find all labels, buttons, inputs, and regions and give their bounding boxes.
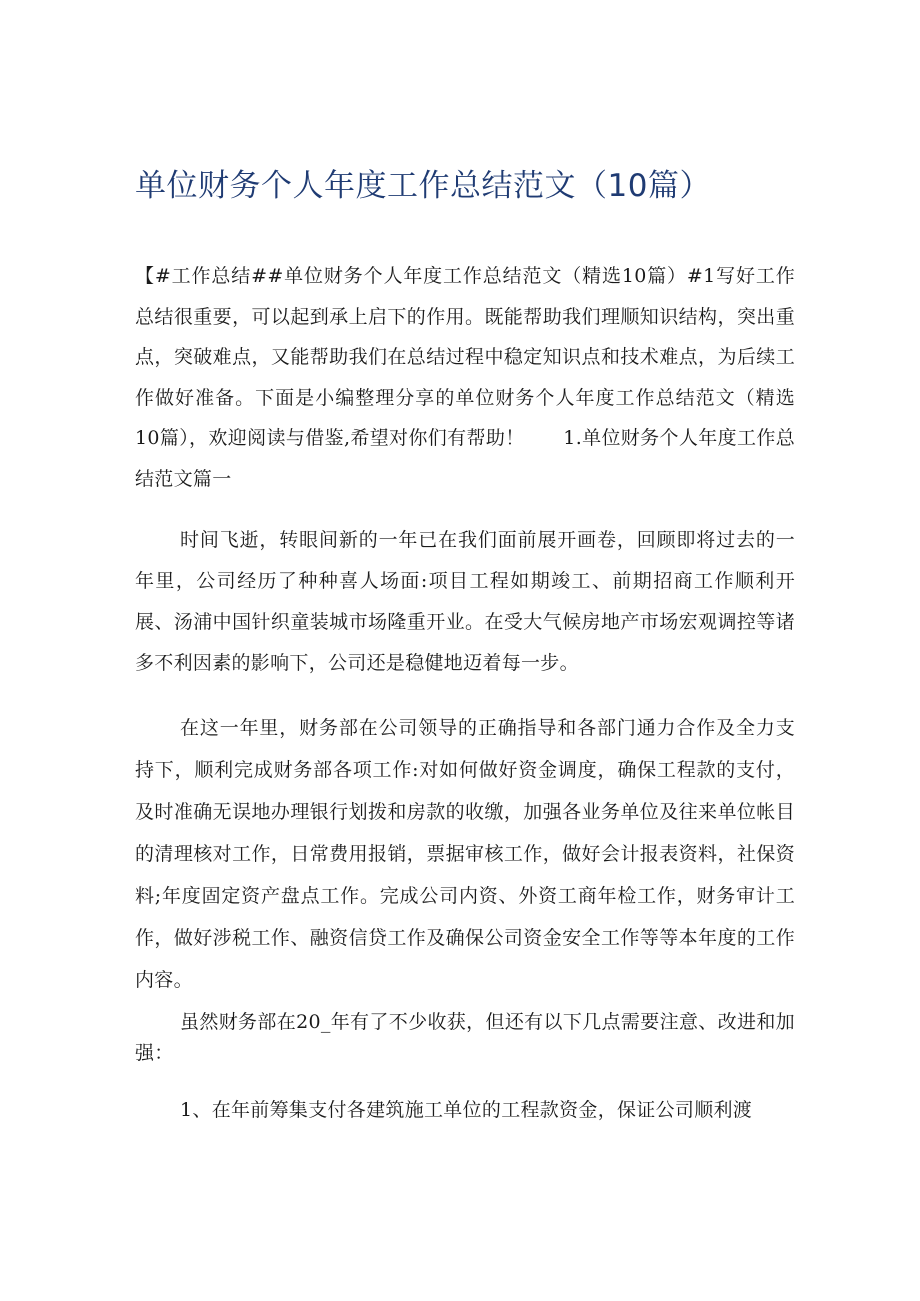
- body-paragraph: 在这一年里，财务部在公司领导的正确指导和各部门通力合作及全力支持下，顺利完成财务部各项工作:对如何做好资金调度，确保工程款的支付，及时准确无误地办理银行划拨和房款的收缴，加强各业务单位及往来单位帐目的清理核对工作，日常费用报销，票据审核工作，做好会计报表资料，社保资料;年度固定资产盘点工作。完成公司内资、外资工商年检工作，财务审计工作，做好涉税工作、融资信贷工作及确保公司资金安全工作等等本年度的工作内容。: [135, 717, 795, 991]
- document-body: [135, 256, 795, 1131]
- list-item-paragraph: 1、在年前筹集支付各建筑施工单位的工程款资金，保证公司顺利渡: [180, 1099, 753, 1121]
- body-paragraph: 虽然财务部在20_年有了不少收获，但还有以下几点需要注意、改进和加强：: [135, 1011, 795, 1064]
- intro-paragraph: 【#工作总结##单位财务个人年度工作总结范文（精选10篇）#1写好工作总结很重要，可以起到承上启下的作用。既能帮助我们理顺知识结构，突出重点，突破难点，又能帮助我们在总结过程中稳定知识点和技术难点，为后续工作做好准备。下面是小编整理分享的单位财务个人年度工作总结范文（精选10篇），欢迎阅读与借鉴,希望对你们有帮助！ 1.单位财务个人年度工作总结范文篇一: [135, 265, 795, 490]
- body-paragraph: 时间飞逝，转眼间新的一年已在我们面前展开画卷，回顾即将过去的一年里，公司经历了种种喜人场面:项目工程如期竣工、前期招商工作顺利开展、汤浦中国针织童装城市场隆重开业。在受大气候房地产市场宏观调控等诸多不利因素的影响下，公司还是稳健地迈着每一步。: [135, 529, 795, 674]
- document-title: 单位财务个人年度工作总结范文（10篇）: [135, 168, 711, 204]
